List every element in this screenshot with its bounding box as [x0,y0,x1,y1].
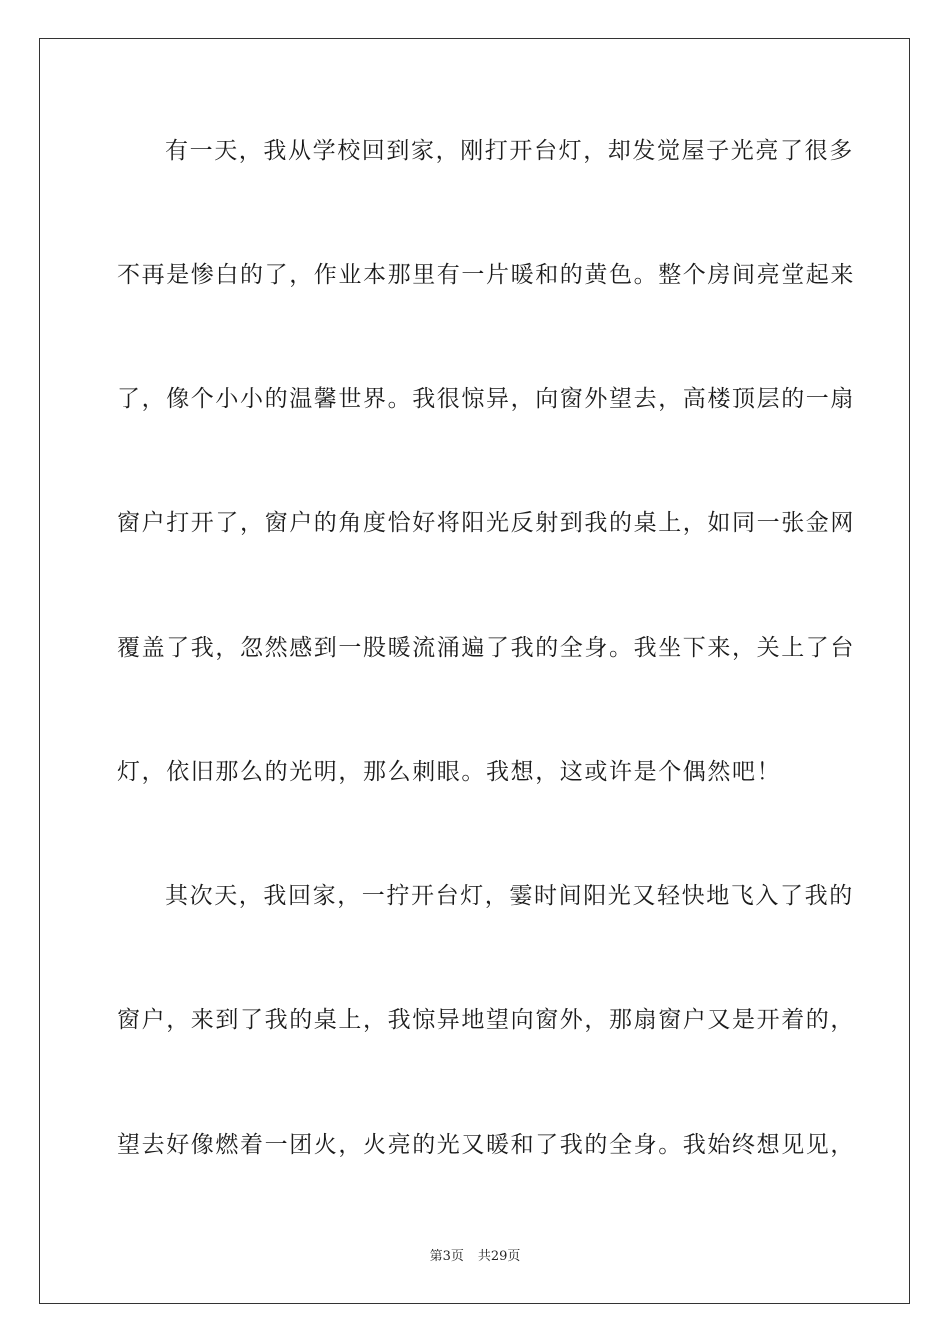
page-number: 第3页 [429,1249,464,1264]
page-footer [0,1248,950,1266]
paragraph-line: 窗户打开了，窗户的角度恰好将阳光反射到我的桌上，如同一张金网 [117,510,855,536]
paragraph-line: 灯，依旧那么的光明，那么刺眼。我想，这或许是个偶然吧！ [117,759,782,785]
paragraph-line: 望去好像燃着一团火，火亮的光又暖和了我的全身。我始终想见见， [117,1132,855,1158]
paragraph-line: 了，像个小小的温馨世界。我很惊异，向窗外望去，高楼顶层的一扇 [117,386,855,412]
paragraph-line: 覆盖了我，忽然感到一股暖流涌遍了我的全身。我坐下来，关上了台 [117,635,855,661]
paragraph-line: 有一天，我从学校回到家，刚打开台灯，却发觉屋子光亮了很多 [165,138,854,164]
paragraph-line: 不再是惨白的了，作业本那里有一片暖和的黄色。整个房间亮堂起来 [117,262,855,288]
paragraph-line: 窗户，来到了我的桌上，我惊异地望向窗外，那扇窗户又是开着的， [117,1007,855,1033]
page-frame [39,38,910,1304]
paragraph-line: 其次天，我回家，一拧开台灯，霎时间阳光又轻快地飞入了我的 [165,883,854,909]
total-pages: 共29页 [477,1249,521,1264]
